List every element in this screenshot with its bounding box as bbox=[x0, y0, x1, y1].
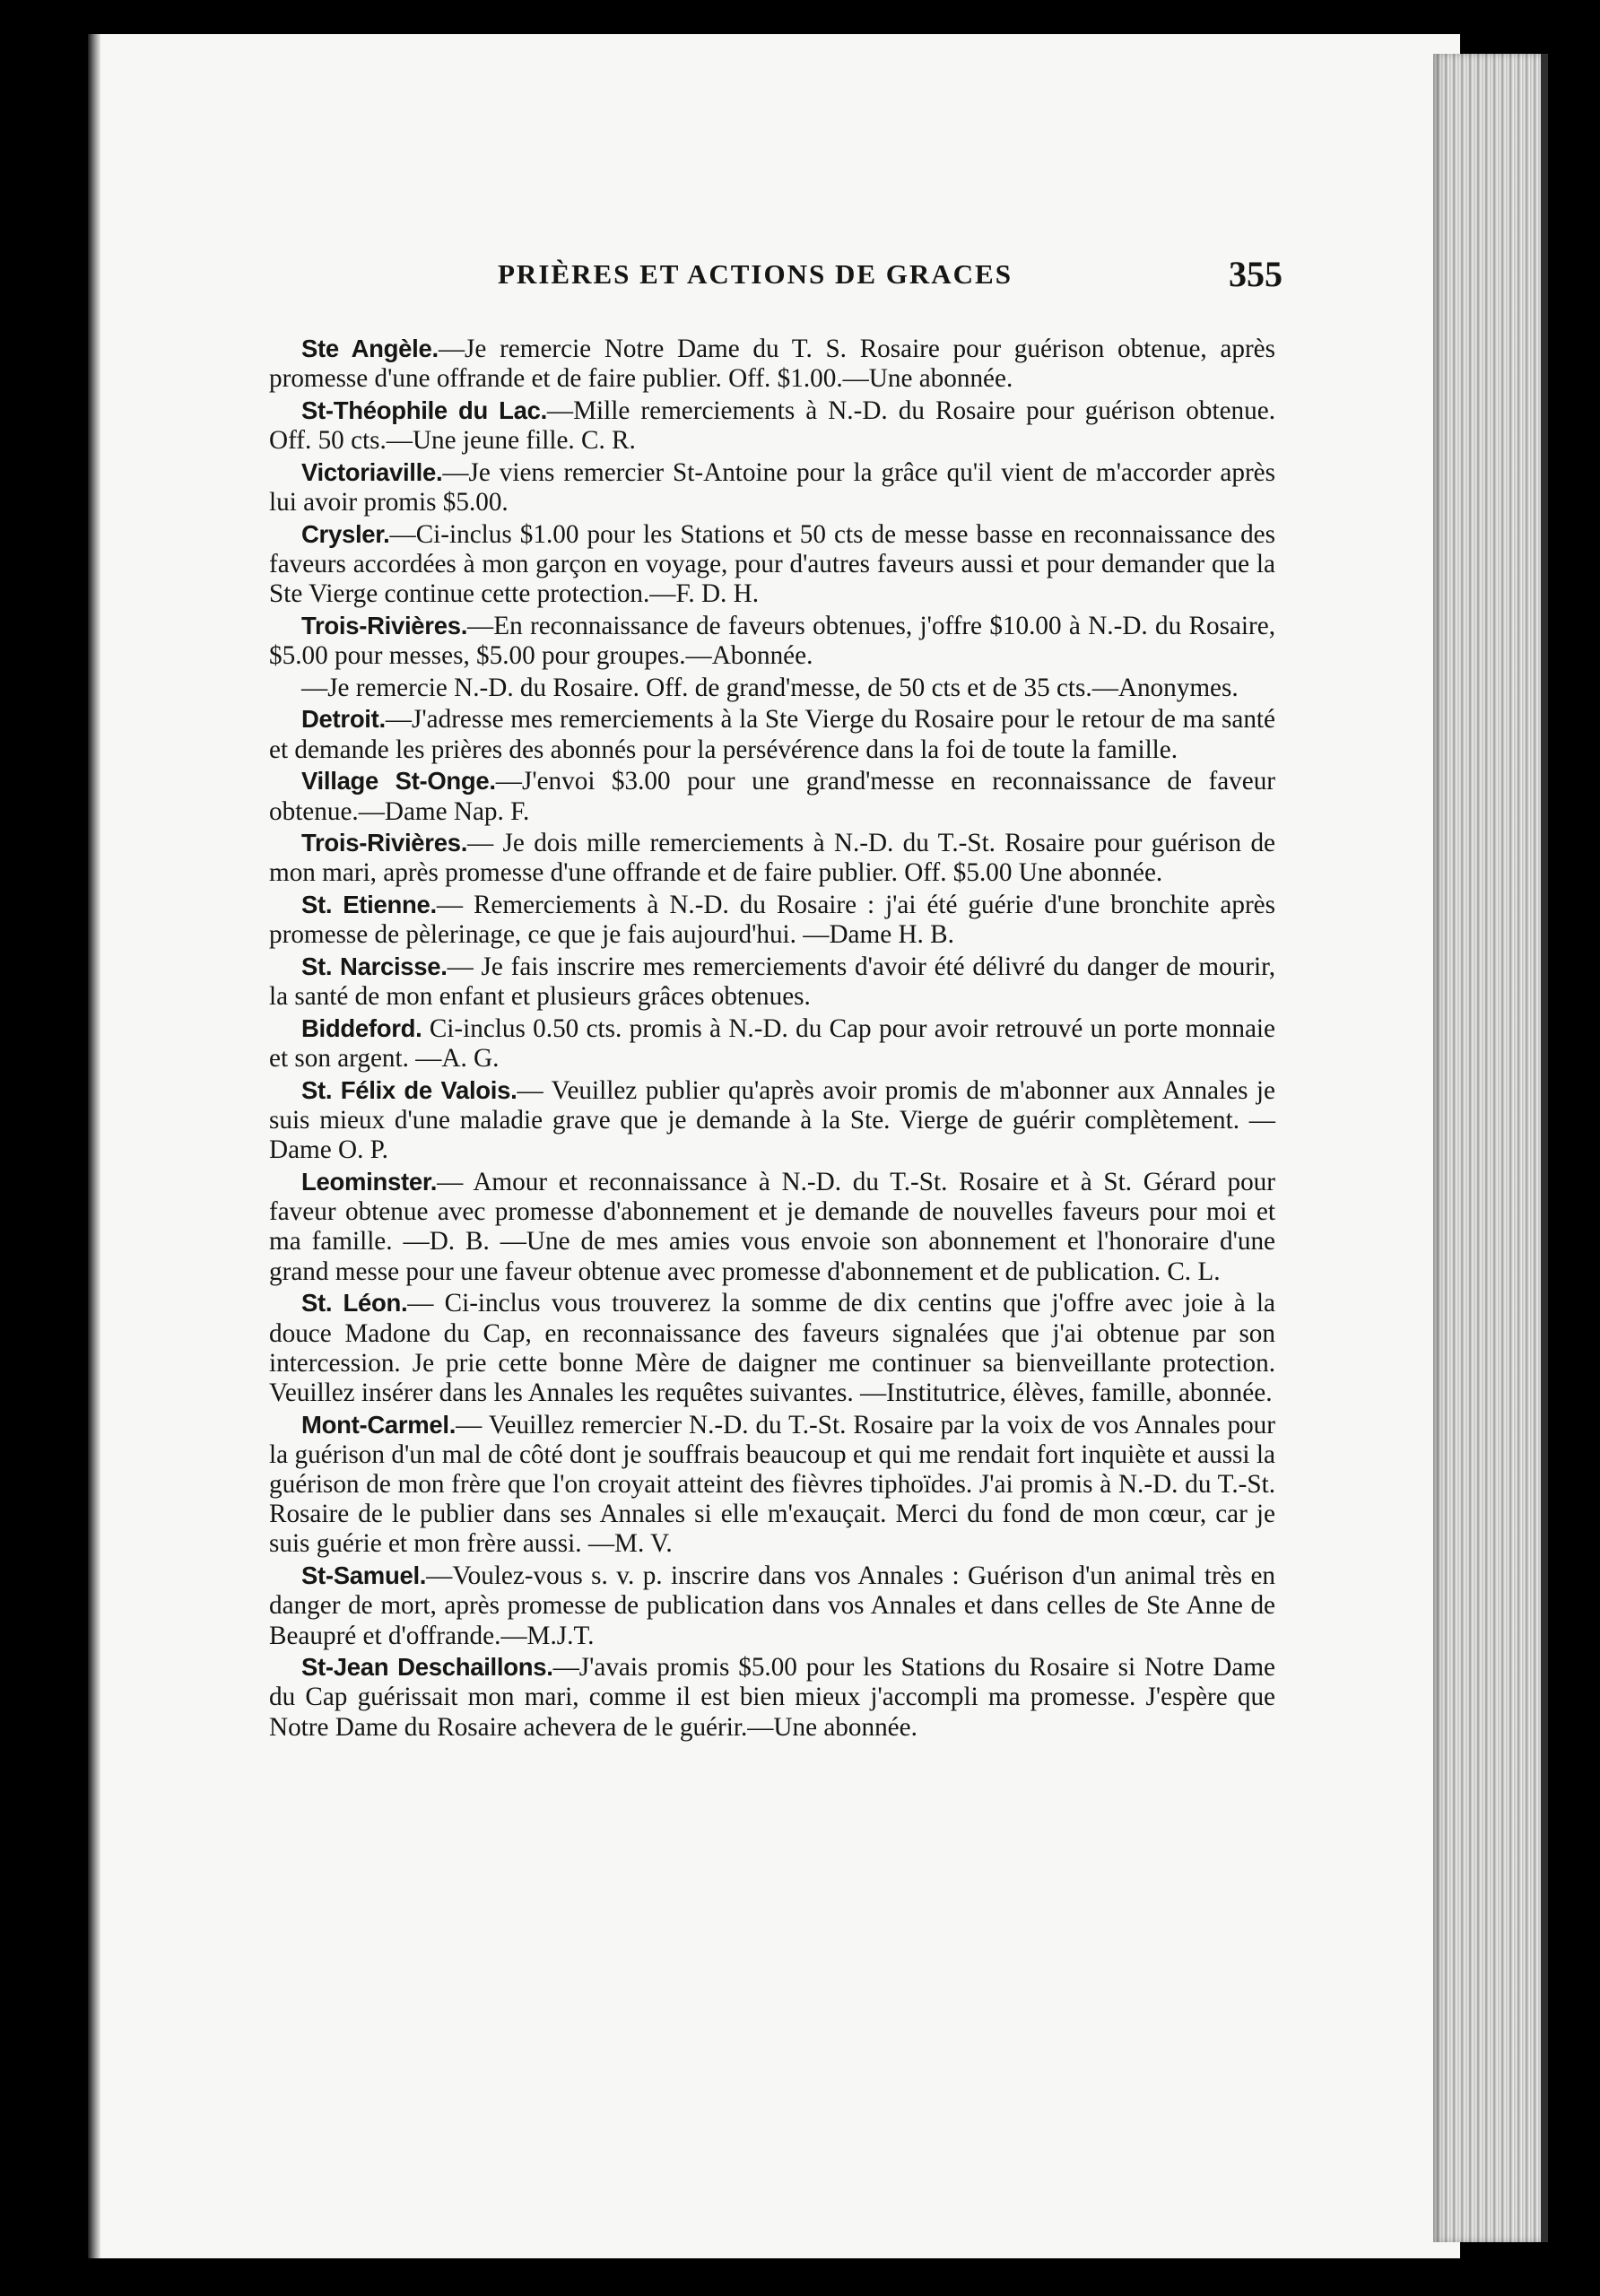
book-spine-shadow bbox=[88, 34, 100, 2258]
entry bbox=[269, 1410, 1275, 1560]
entry-text: — Ci-inclus vous trouverez la somme de dix centins que j'offre avec joie à la douce Madone du Cap, en reconnaissance des faveurs signalées que j'ai obtenue par son intercession. Je prie cette bonne Mère de daigner me continuer sa bienveillante protection. Veuillez insérer dans les Annales les requêtes suivantes. —Institutrice, élèves, famille, abonnée. bbox=[269, 1289, 1275, 1407]
entry-place: Trois-Rivières. bbox=[301, 611, 468, 639]
entry-text: — Remerciements à N.-D. du Rosaire : j'ai été guérie d'une bronchite après promesse de pèlerinage, ce que je fais aujourd'hui. —Dame H. B. bbox=[269, 891, 1275, 950]
entry-text: — Veuillez remercier N.-D. du T.-St. Rosaire par la voix de vos Annales pour la guérison d'un mal de côté dont je souffrais beaucoup et qui me rendait fort inquiète et aussi la guérison de mon frère que l'on croyait atteint des fièvres tiphoïdes. J'ai promis à N.-D. du T.-St. Rosaire de le publier dans ses Annales si elle m'exauçait. Merci du fond de mon cœur, car je suis guérie et mon frère aussi. —M. V. bbox=[269, 1410, 1275, 1559]
entry bbox=[269, 828, 1275, 888]
entry bbox=[269, 611, 1275, 671]
entry-text: — Je dois mille remerciements à N.-D. du T.-St. Rosaire pour guérison de mon mari, après promesse d'une offrande et de faire publier. Off. $5.00 Une abonnée. bbox=[269, 829, 1275, 888]
entry-place: Detroit. bbox=[301, 705, 386, 734]
entry bbox=[269, 673, 1275, 703]
entry-place: St-Samuel. bbox=[301, 1561, 427, 1590]
entry bbox=[269, 1075, 1275, 1166]
entry bbox=[269, 1652, 1275, 1743]
entry bbox=[269, 1167, 1275, 1287]
entry-text: — Veuillez publier qu'après avoir promis de m'abonner aux Annales je suis mieux d'une maladie grave que je demande à la Ste. Vierge de guérir complètement. —Dame O. P. bbox=[269, 1075, 1275, 1165]
entry-text: —J'adresse mes remerciements à la Ste Vierge du Rosaire pour le retour de ma santé et demande les prières des abonnés pour la persévérence dans la foi de toute la famille. bbox=[269, 705, 1275, 764]
entry-place: St. Léon. bbox=[301, 1289, 408, 1318]
entry-text: — Amour et reconnaissance à N.-D. du T.-St. Rosaire et à St. Gérard pour faveur obtenue avec promesse d'abonnement et je demande de nouvelles faveurs pour moi et ma famille. —D. B. —Une de mes amies vous envoie son abonnement et l'honoraire d'une grand messe pour une faveur obtenue avec promesse d'abonnement et de publication. C. L. bbox=[269, 1167, 1275, 1286]
entry bbox=[269, 704, 1275, 764]
entry bbox=[269, 766, 1275, 826]
entry-place: St-Théophile du Lac. bbox=[301, 396, 547, 424]
entry-text: —Je remercie N.-D. du Rosaire. Off. de grand'messe, de 50 cts et de 35 cts.—Anonymes. bbox=[301, 673, 1239, 702]
entry-place: Biddeford. bbox=[301, 1013, 422, 1042]
entry bbox=[269, 457, 1275, 517]
page-number: 355 bbox=[1229, 254, 1283, 294]
entry bbox=[269, 952, 1275, 1012]
page-body bbox=[269, 334, 1275, 1744]
entry-text: Ci-inclus 0.50 cts. promis à N.-D. du Cap pour avoir retrouvé un porte monnaie et son argent. —A. G. bbox=[269, 1013, 1275, 1074]
entry-text: —J'avais promis $5.00 pour les Stations du Rosaire si Notre Dame du Cap guérissait mon mari, comme il est bien mieux j'accompli ma promesse. J'espère que Notre Dame du Rosaire achevera de le guérir.—Une abonnée. bbox=[269, 1653, 1275, 1742]
entry-place: Trois-Rivières. bbox=[301, 829, 468, 857]
entry bbox=[269, 519, 1275, 610]
entry-place: Victoriaville. bbox=[301, 457, 443, 486]
page-edges bbox=[1433, 54, 1541, 2242]
entry-place: Mont-Carmel. bbox=[301, 1410, 457, 1439]
entry-place: Ste Angèle. bbox=[301, 335, 439, 362]
entry-text: —Je remercie Notre Dame du T. S. Rosaire pour guérison obtenue, après promesse d'une offrande et de faire publier. Off. $1.00.—Une abonnée. bbox=[269, 335, 1275, 394]
entry bbox=[269, 1288, 1275, 1408]
entry bbox=[269, 890, 1275, 950]
entry-place: Leominster. bbox=[301, 1167, 438, 1196]
page-edges-shadow bbox=[1541, 54, 1548, 2242]
entry-text: —J'envoi $3.00 pour une grand'messe en reconnaissance de faveur obtenue.—Dame Nap. F. bbox=[269, 767, 1276, 826]
entry bbox=[269, 1561, 1275, 1651]
entry-place: Village St-Onge. bbox=[301, 767, 496, 796]
entry-place: St. Félix de Valois. bbox=[301, 1075, 517, 1104]
entry bbox=[269, 396, 1275, 456]
entry-place: St-Jean Deschaillons. bbox=[301, 1653, 553, 1682]
entry-place: St. Etienne. bbox=[301, 891, 437, 919]
page-header bbox=[269, 253, 1283, 298]
entry-text: —En reconnaissance de faveurs obtenues, j'offre $10.00 à N.-D. du Rosaire, $5.00 pour messes, $5.00 pour groupes.—Abonnée. bbox=[269, 611, 1275, 671]
entry-text: —Je viens remercier St-Antoine pour la grâce qu'il vient de m'accorder après lui avoir promis $5.00. bbox=[269, 457, 1275, 517]
entry bbox=[269, 334, 1275, 394]
entry bbox=[269, 1013, 1275, 1074]
entry-text: —Voulez-vous s. v. p. inscrire dans vos Annales : Guérison d'un animal très en danger de mort, après promesse de publication dans vos Annales et dans celles de Ste Anne de Beaupré et d'offrande.—M.J.T. bbox=[269, 1561, 1275, 1650]
entry-place: Crysler. bbox=[301, 519, 390, 548]
entry-text: — Je fais inscrire mes remerciements d'avoir été délivré du danger de mourir, la santé de mon enfant et plusieurs grâces obtenues. bbox=[269, 952, 1275, 1012]
running-head: PRIÈRES ET ACTIONS DE GRACES bbox=[498, 258, 1013, 290]
entry-text: —Ci-inclus $1.00 pour les Stations et 50 cts de messe basse en reconnaissance des faveurs accordées à mon garçon en voyage, pour d'autres faveurs aussi et pour demander que la Ste Vierge continue cette protection.—F. D. H. bbox=[269, 519, 1275, 609]
entry-text: —Mille remerciements à N.-D. du Rosaire pour guérison obtenue. Off. 50 cts.—Une jeune fille. C. R. bbox=[269, 396, 1275, 456]
entry-place: St. Narcisse. bbox=[301, 952, 448, 981]
